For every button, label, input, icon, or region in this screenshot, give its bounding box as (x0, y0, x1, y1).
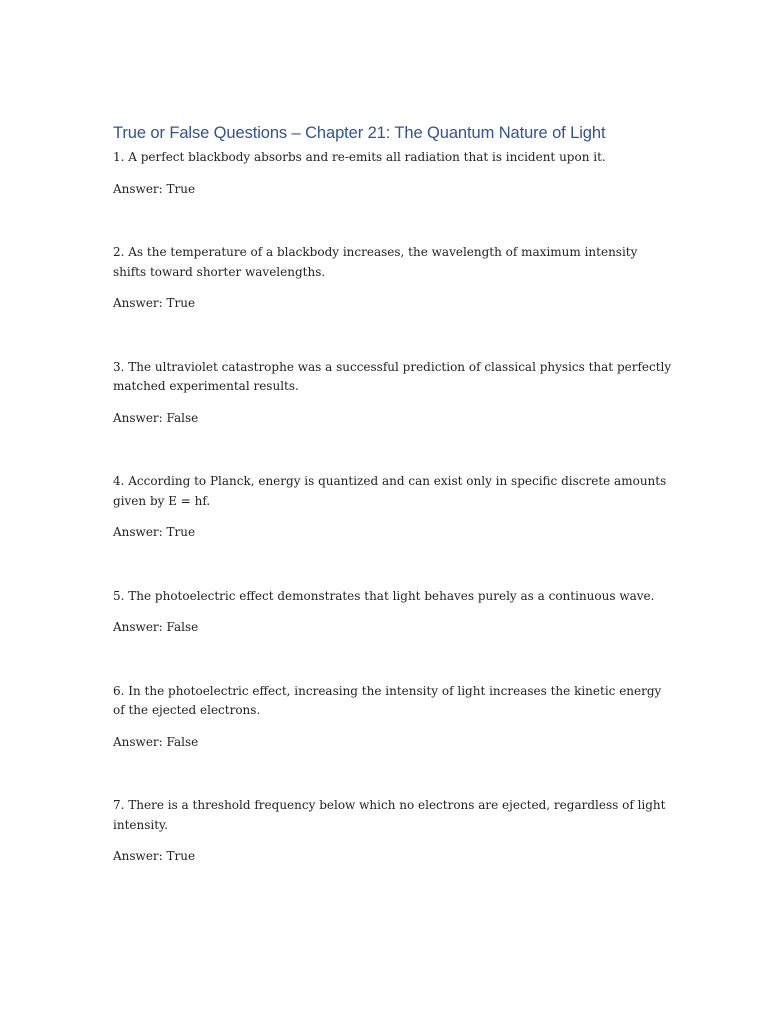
question-text: 4. According to Planck, energy is quantized and can exist only in specific discrete amounts given by E = hf. (113, 474, 667, 508)
question-item-4 (113, 472, 673, 543)
question-item-7 (113, 796, 673, 867)
answer-text: Answer: True (113, 181, 196, 196)
answer-text: Answer: False (113, 620, 199, 634)
question-text: 5. The photoelectric effect demonstrates that light behaves purely as a continuous wave. (113, 588, 655, 603)
answer-text: Answer: True (113, 849, 196, 863)
question-list (113, 148, 673, 867)
question-item-1 (113, 148, 673, 199)
question-item-2 (113, 243, 673, 314)
answer-text: Answer: False (113, 410, 199, 425)
document-title: True or False Questions – Chapter 21: The Quantum Nature of Light (113, 124, 606, 142)
question-text: 7. There is a threshold frequency below which no electrons are ejected, regardless of light intensity. (113, 798, 666, 832)
question-item-6 (113, 682, 673, 753)
question-item-5 (113, 587, 673, 638)
question-text: 3. The ultraviolet catastrophe was a successful prediction of classical physics that perfectly matched experimental results. (113, 359, 672, 393)
answer-text: Answer: False (113, 734, 199, 749)
question-item-3 (113, 358, 673, 429)
question-text: 6. In the photoelectric effect, increasing the intensity of light increases the kinetic energy of the ejected electrons. (113, 683, 662, 717)
answer-text: Answer: True (113, 296, 196, 310)
answer-text: Answer: True (113, 525, 196, 539)
question-text: 2. As the temperature of a blackbody increases, the wavelength of maximum intensity shifts toward shorter wavelengths. (113, 245, 638, 279)
question-text: 1. A perfect blackbody absorbs and re-emits all radiation that is incident upon it. (113, 150, 606, 164)
